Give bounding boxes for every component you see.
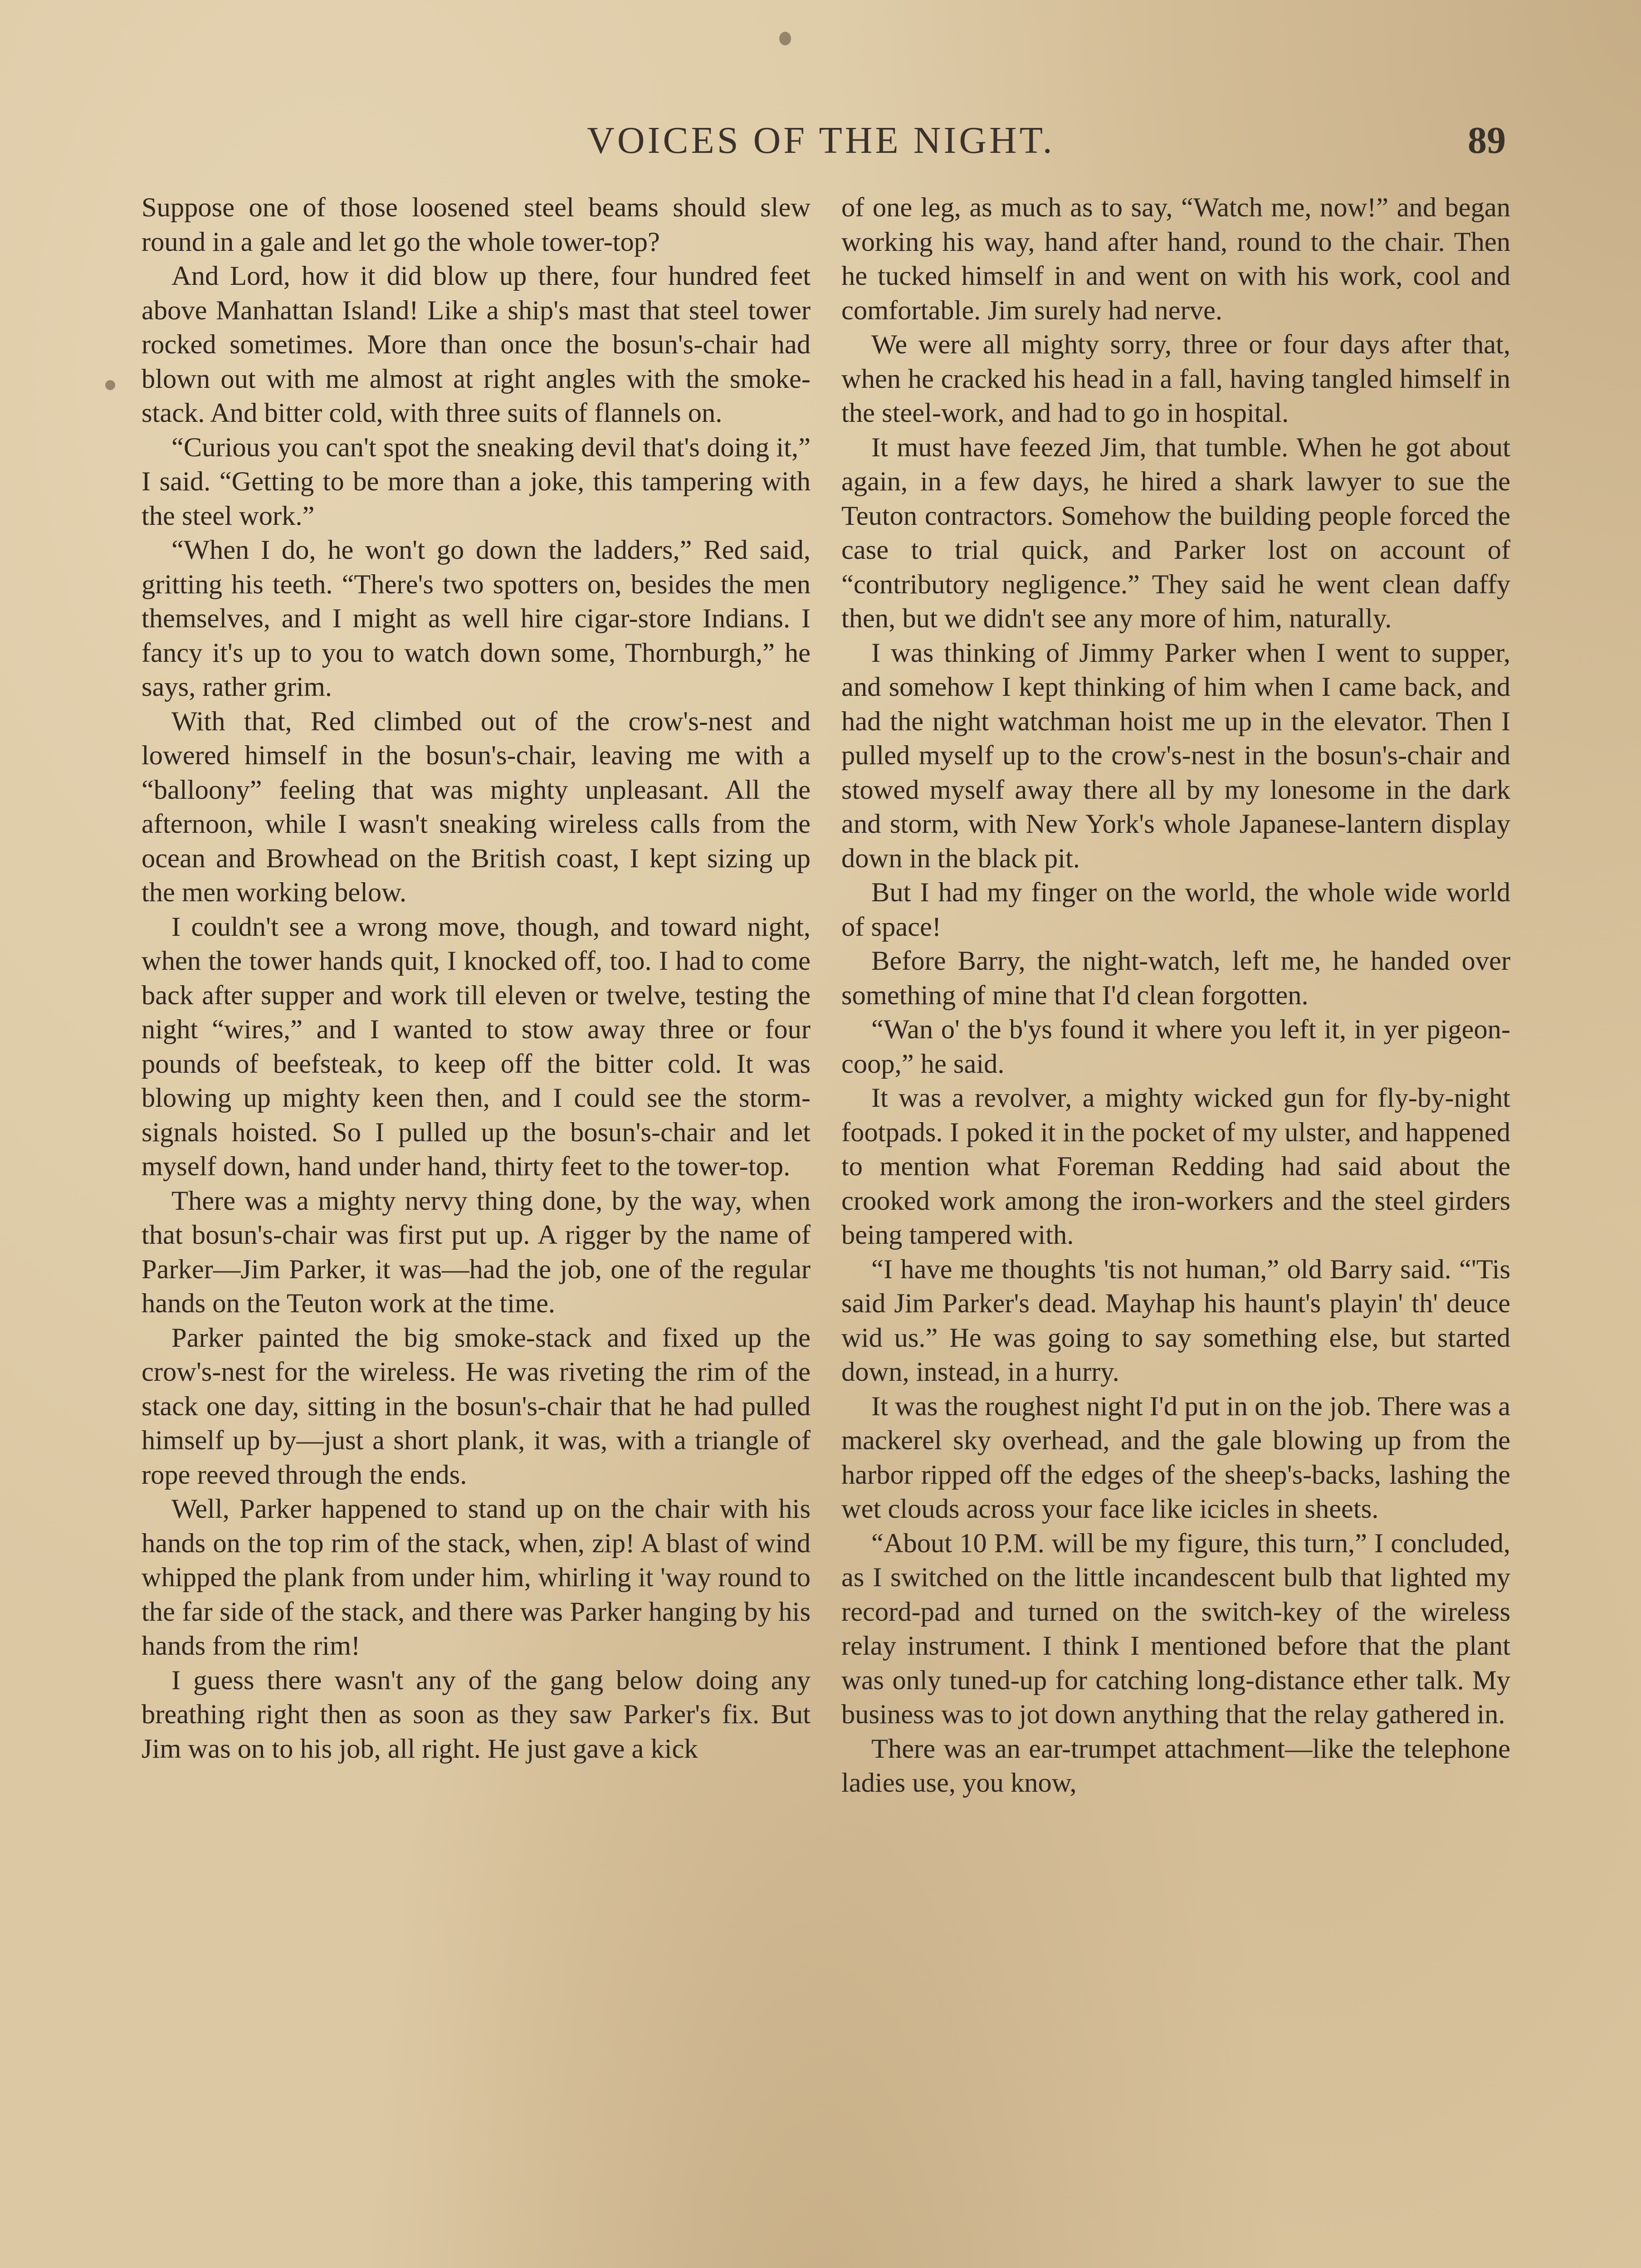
paragraph: It was the roughest night I'd put in on the job. There was a mackerel sky overhead, and the gale blowing up from the harbor ripped off the edges of the sheep's-backs, lashing the wet clouds across your face like icicles in sheets. <box>841 1391 1510 1524</box>
paragraph: I guess there wasn't any of the gang below doing any breathing right then as soon as they saw Parker's fix. But Jim was on to his job, all right. He just gave a kick <box>142 1665 811 1764</box>
paragraph: “Wan o' the b'ys found it where you left it, in yer pigeon-coop,” he said. <box>841 1014 1510 1079</box>
paragraph: “When I do, he won't go down the ladders,” Red said, gritting his teeth. “There's two spotters on, besides the men themselves, and I might as well hire cigar-store Indians. I fancy it's up to you to watch down some, Thornburgh,” he says, rather grim. <box>142 535 811 702</box>
paragraph: Before Barry, the night-watch, left me, he handed over something of mine that I'd clean forgotten. <box>841 946 1510 1011</box>
paragraph: There was an ear-trumpet attachment—like the telephone ladies use, you know, <box>841 1733 1510 1798</box>
left-column <box>142 191 811 2268</box>
paragraph: “About 10 P.M. will be my figure, this turn,” I concluded, as I switched on the little incandescent bulb that lighted my record-pad and turned on the switch-key of the wireless relay instrument. I think I mentioned before that the plant was only tuned-up for catching long-distance ether talk. My business was to jot down anything that the relay gathered in. <box>841 1528 1510 1730</box>
page-header <box>136 113 1506 168</box>
paragraph: And Lord, how it did blow up there, four hundred feet above Manhattan Island! Like a ship's mast that steel tower rocked sometimes. More than once the bosun's-chair had blown out with me almost at right angles with the smoke-stack. And bitter cold, with three suits of flannels on. <box>142 261 811 428</box>
paragraph: I couldn't see a wrong move, though, and toward night, when the tower hands quit, I knocked off, too. I had to come back after supper and work till eleven or twelve, testing the night “wires,” and I wanted to stow away three or four pounds of beefsteak, to keep off the bitter cold. It was blowing up mighty keen then, and I could see the storm-signals hoisted. So I pulled up the bosun's-chair and let myself down, hand under hand, thirty feet to the tower-top. <box>142 911 811 1182</box>
paragraph: There was a mighty nervy thing done, by the way, when that bosun's-chair was first put up. A rigger by the name of Parker—Jim Parker, it was—had the job, one of the regular hands on the Teuton work at the time. <box>142 1185 811 1319</box>
paragraph: Parker painted the big smoke-stack and fixed up the crow's-nest for the wireless. He was riveting the rim of the stack one day, sitting in the bosun's-chair that he had pulled himself up by—just a short plank, it was, with a triangle of rope reeved through the ends. <box>142 1322 811 1490</box>
right-column <box>841 191 1510 2268</box>
ink-smudge <box>105 380 115 390</box>
paragraph: With that, Red climbed out of the crow's-nest and lowered himself in the bosun's-chair, leaving me with a “balloony” feeling that was mighty unpleasant. All the afternoon, while I wasn't sneaking wireless calls from the ocean and Browhead on the British coast, I kept sizing up the men working below. <box>142 706 811 908</box>
running-head: VOICES OF THE NIGHT. <box>587 119 1055 161</box>
paragraph: But I had my finger on the world, the whole wide world of space! <box>841 877 1510 942</box>
paragraph: of one leg, as much as to say, “Watch me, now!” and began working his way, hand after hand, round to the chair. Then he tucked himself in and went on with his work, cool and comfortable. Jim surely had nerve. <box>841 192 1510 326</box>
paragraph: Well, Parker happened to stand up on the chair with his hands on the top rim of the stack, when, zip! A blast of wind whipped the plank from under him, whirling it 'way round to the far side of the stack, and there was Parker hanging by his hands from the rim! <box>142 1494 811 1661</box>
paragraph: I was thinking of Jimmy Parker when I went to supper, and somehow I kept thinking of him when I came back, and had the night watchman hoist me up in the elevator. Then I pulled myself up to the crow's-nest in the bosun's-chair and stowed myself away there all by my lonesome in the dark and storm, with New York's whole Japanese-lantern display down in the black pit. <box>841 637 1510 874</box>
page-number: 89 <box>1468 119 1506 161</box>
paragraph: It must have feezed Jim, that tumble. When he got about again, in a few days, he hired a shark lawyer to sue the Teuton contractors. Somehow the building people forced the case to trial quick, and Parker lost on account of “contributory negligence.” They said he went clean daffy then, but we didn't see any more of him, naturally. <box>841 432 1510 634</box>
paragraph: Suppose one of those loosened steel beams should slew round in a gale and let go the whole tower-top? <box>142 192 811 257</box>
paragraph: “Curious you can't spot the sneaking devil that's doing it,” I said. “Getting to be more than a joke, this tampering with the steel work.” <box>142 432 811 531</box>
ink-smudge <box>779 32 791 45</box>
paragraph: “I have me thoughts 'tis not human,” old Barry said. “'Tis said Jim Parker's dead. Mayhap his haunt's playin' th' deuce wid us.” He was going to say something else, but started down, instead, in a hurry. <box>841 1254 1510 1387</box>
paragraph: We were all mighty sorry, three or four days after that, when he cracked his head in a fall, having tangled himself in the steel-work, and had to go in hospital. <box>841 329 1510 428</box>
paragraph: It was a revolver, a mighty wicked gun for fly-by-night footpads. I poked it in the pocket of my ulster, and happened to mention what Foreman Redding had said about the crooked work among the iron-workers and the steel girders being tampered with. <box>841 1083 1510 1250</box>
